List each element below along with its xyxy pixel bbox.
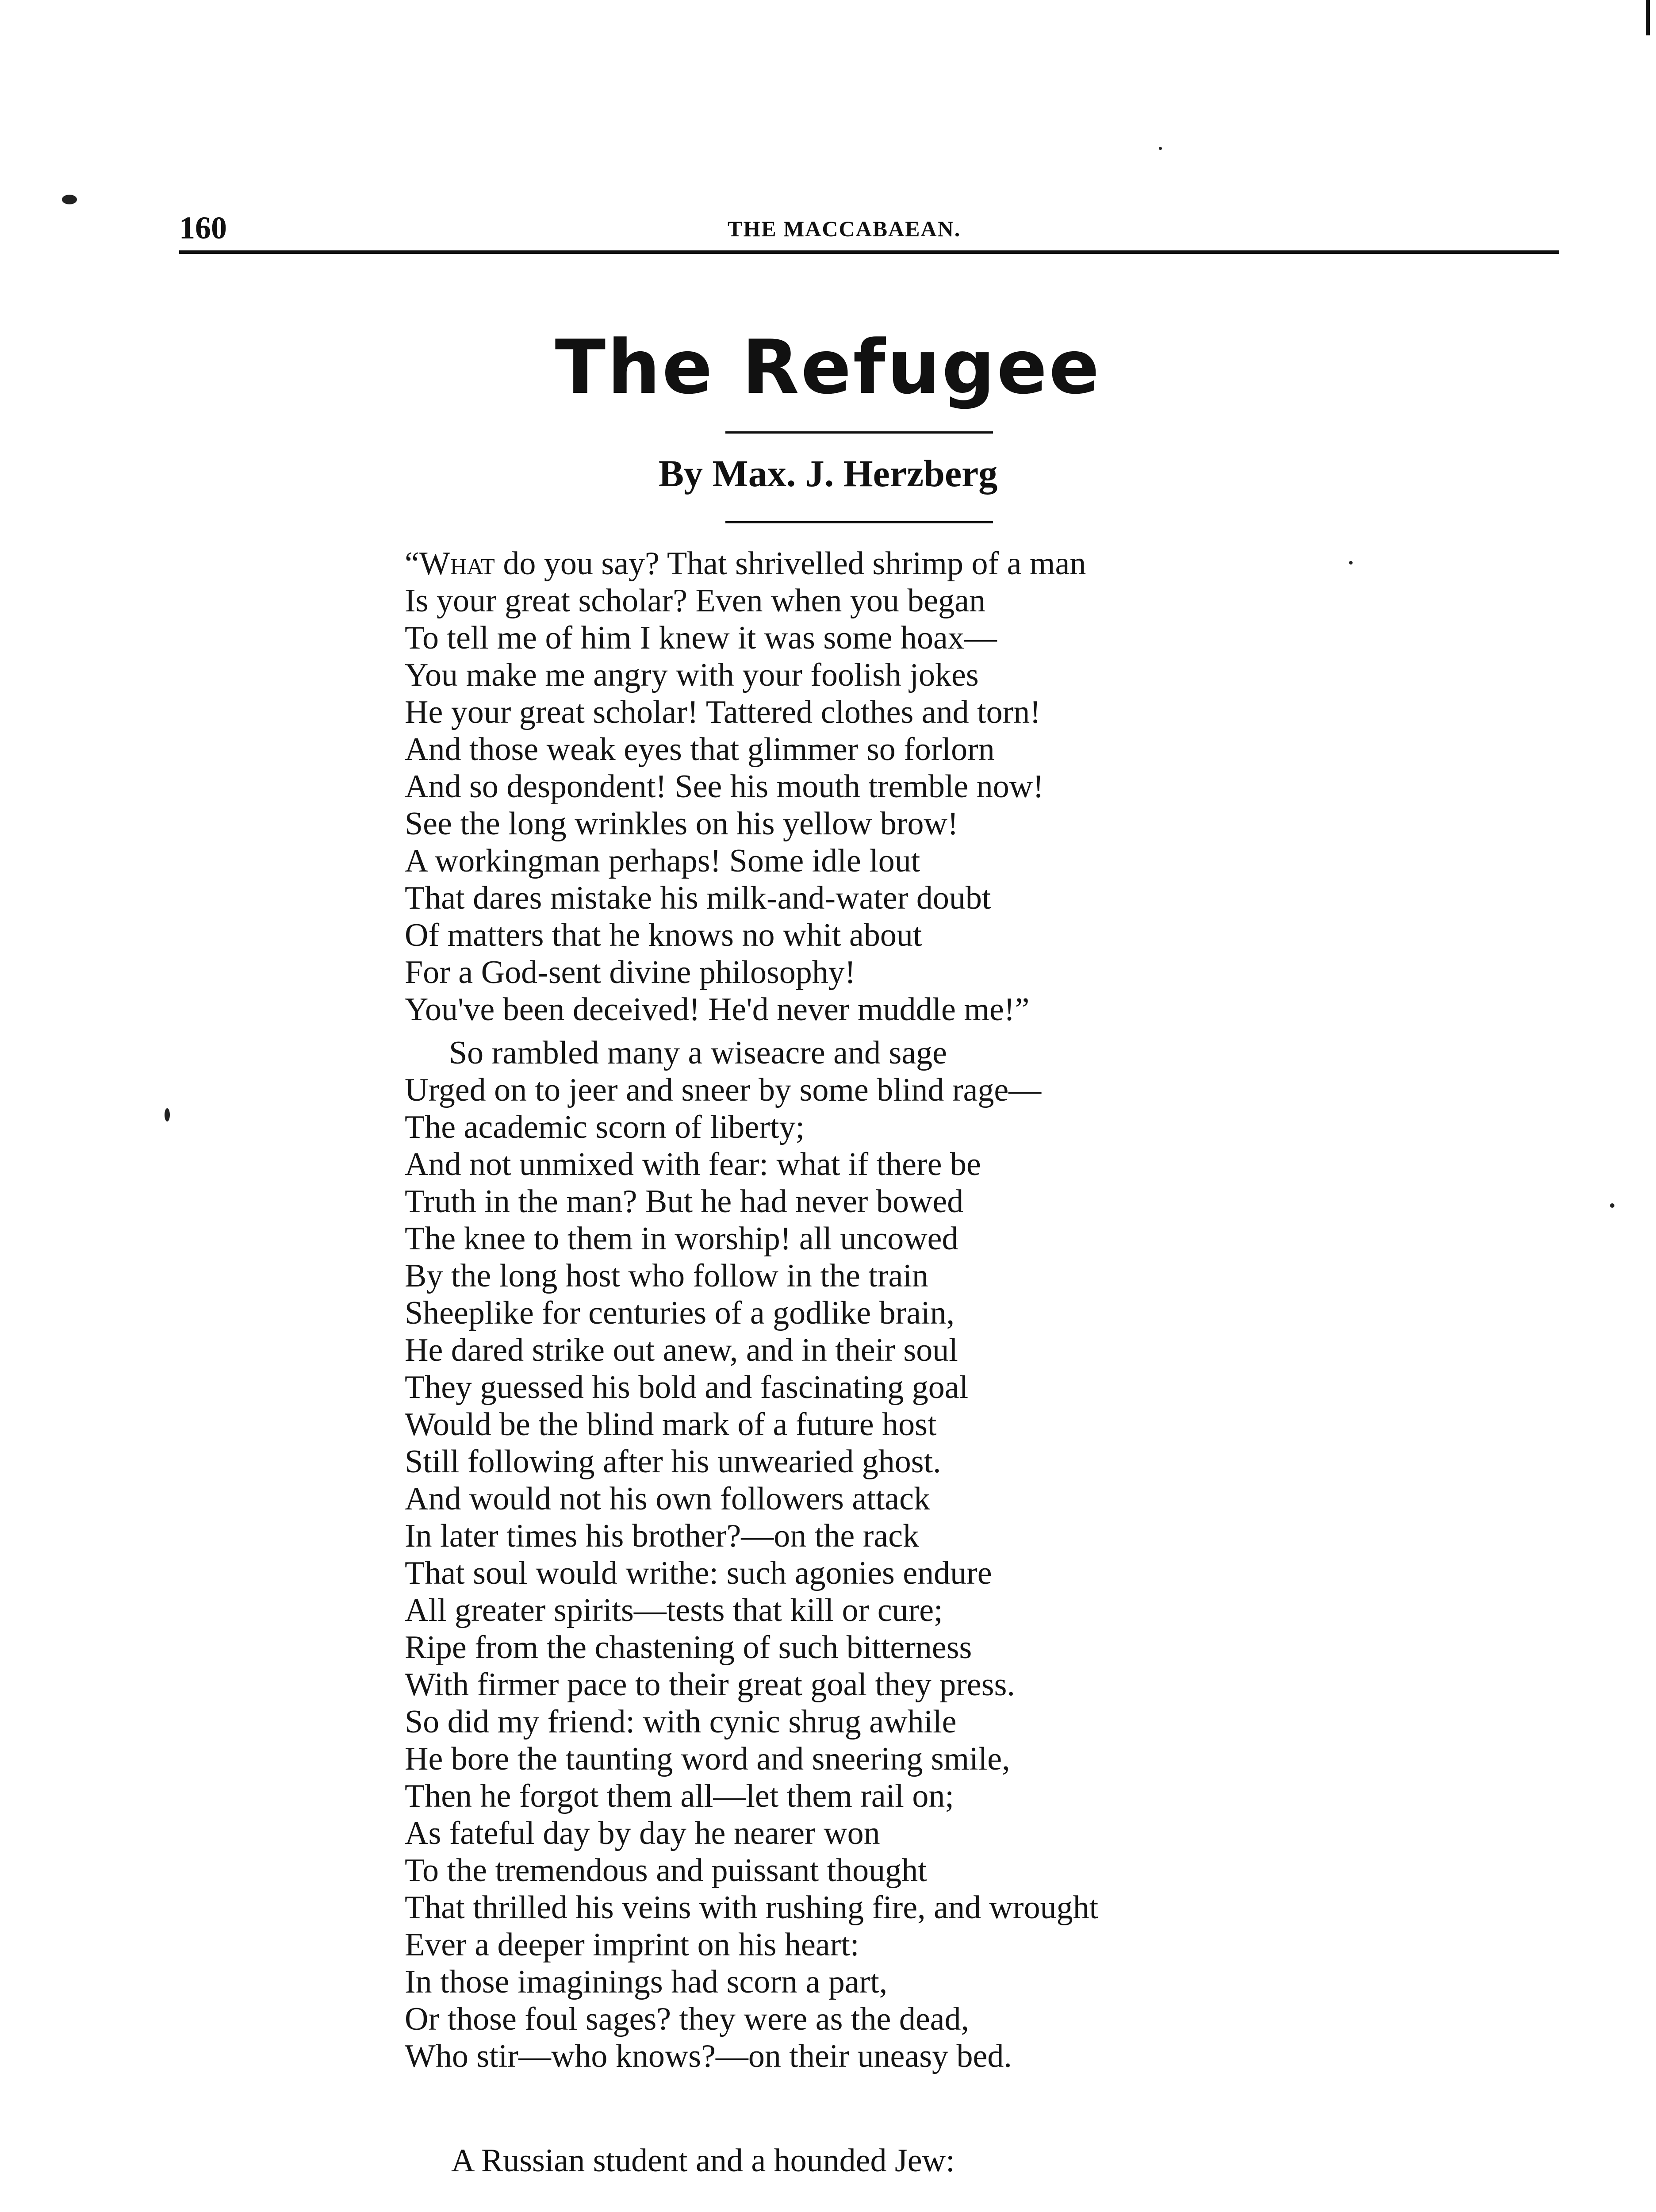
poem-line: The academic scorn of liberty;: [405, 1109, 805, 1145]
poem-line: Ever a deeper imprint on his heart:: [405, 1927, 859, 1963]
scan-mark: [165, 1108, 170, 1121]
poem-line: [405, 545, 1098, 582]
scan-mark: [1159, 147, 1162, 150]
poem-line: See the long wrinkles on his yellow brow!: [405, 806, 958, 842]
poem-line: And so despondent! See his mouth tremble now!: [405, 768, 1044, 805]
page-header: [179, 210, 1559, 250]
poem-line: Then he forgot them all—let them rail on;: [405, 1778, 954, 1814]
poem-line: They guessed his bold and fascinating goal: [405, 1369, 969, 1406]
poem-line: Truth in the man? But he had never bowed: [405, 1183, 964, 1220]
poem-line: For a God-sent divine philosophy!: [405, 954, 856, 991]
poem-line: Or those foul sages? they were as the dead,: [405, 2001, 970, 2037]
poem-line: He your great scholar! Tattered clothes and torn!: [405, 694, 1041, 730]
poem-line: He bore the taunting word and sneering smile,: [405, 1741, 1010, 1777]
poem-line: Urged on to jeer and sneer by some blind rage—: [405, 1072, 1042, 1108]
poem-line: Sheeplike for centuries of a godlike brain,: [405, 1295, 955, 1331]
poem-line: Is your great scholar? Even when you began: [405, 583, 986, 619]
poem-line: To the tremendous and puissant thought: [405, 1852, 927, 1889]
poem-line: A workingman perhaps! Some idle lout: [405, 843, 920, 879]
poem-line: Ripe from the chastening of such bitterness: [405, 1629, 972, 1666]
scan-mark: [62, 195, 77, 204]
poem-body: [405, 545, 1098, 2075]
poem-line: In those imaginings had scorn a part,: [405, 1964, 888, 2000]
poem-line: The knee to them in worship! all uncowed: [405, 1221, 958, 1257]
byline: By Max. J. Herzberg: [658, 452, 998, 495]
opening-word: What: [419, 545, 495, 582]
poem-line: Still following after his unwearied ghost.: [405, 1444, 941, 1480]
poem-line: That soul would writhe: such agonies endure: [405, 1555, 992, 1591]
page-number: 160: [179, 210, 227, 246]
poem-line: As fateful day by day he nearer won: [405, 1815, 880, 1851]
poem-line: All greater spirits—tests that kill or cure;: [405, 1592, 943, 1628]
poem-line: Who stir—who knows?—on their uneasy bed.: [405, 2038, 1012, 2074]
poem-line: In later times his brother?—on the rack: [405, 1518, 920, 1554]
poem-line: That thrilled his veins with rushing fire, and wrought: [405, 1889, 1099, 1926]
header-rule: [179, 250, 1559, 254]
title-rule: [725, 431, 993, 434]
poem-line: So did my friend: with cynic shrug awhile: [405, 1704, 957, 1740]
poem-line: Of matters that he knows no whit about: [405, 917, 922, 953]
poem-line: You've been deceived! He'd never muddle me!”: [405, 991, 1030, 1028]
stanza-gap: [405, 1028, 1098, 1034]
poem-final-line: A Russian student and a hounded Jew:: [451, 2143, 955, 2179]
poem-line: He dared strike out anew, and in their soul: [405, 1332, 958, 1368]
byline-rule: [725, 521, 993, 523]
poem-line: So rambled many a wiseacre and sage: [449, 1035, 947, 1071]
poem-line: And those weak eyes that glimmer so forlorn: [405, 731, 995, 768]
running-head: THE MACCABAEAN.: [728, 216, 961, 241]
scan-mark: [1646, 0, 1650, 35]
opening-quote: “: [405, 545, 419, 582]
poem-line: By the long host who follow in the train: [405, 1258, 928, 1294]
article-title: The Refugee: [555, 324, 1101, 411]
poem-line: And would not his own followers attack: [405, 1481, 930, 1517]
poem-line: You make me angry with your foolish jokes: [405, 657, 979, 693]
poem-line: And not unmixed with fear: what if there be: [405, 1146, 981, 1183]
poem-line: With firmer pace to their great goal they press.: [405, 1667, 1015, 1703]
first-line-rest: do you say? That shrivelled shrimp of a man: [494, 545, 1086, 582]
poem-line: To tell me of him I knew it was some hoax—: [405, 620, 997, 656]
poem-line: Would be the blind mark of a future host: [405, 1406, 937, 1443]
scan-mark: [1610, 1203, 1614, 1208]
scan-mark: [1349, 561, 1353, 565]
poem-line: That dares mistake his milk-and-water doubt: [405, 880, 991, 916]
